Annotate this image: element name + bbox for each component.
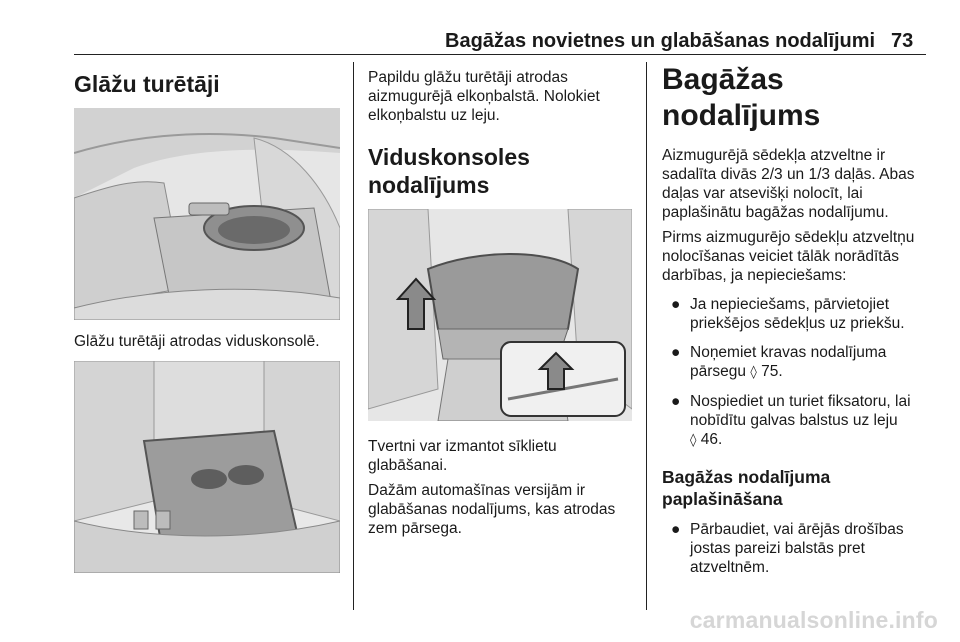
rear-seat-split-text: Aizmugurējā sēdekļa atzveltne ir sadalīta divās 2/3 un 1/3 daļās. Abas daļas var atsevišķi nolocīt, lai paplašinātu bagāžas nodalījumu. (662, 147, 915, 221)
page-ref-icon: ◊ (690, 433, 697, 448)
section-heading: Glāžu turētāji (74, 71, 220, 97)
before-folding-text: Pirms aizmugurējo sēdekļu atzveltņu nolocīšanas veiciet tālāk norādītās darbības, ja nepieciešams: (662, 229, 915, 284)
bullet-dot: ● (671, 393, 681, 410)
column-center-console (368, 62, 634, 538)
list-item: ● Nospiediet un turiet fiksatoru, lai nobīdītu galvas balstus uz leju ◊ 46. (671, 393, 911, 448)
front-cupholder-figure (74, 108, 340, 320)
section-heading: Bagāžas nodalījums (662, 63, 821, 132)
column-divider (646, 62, 647, 610)
running-header-title: Bagāžas novietnes un glabāšanas nodalījumi (445, 30, 876, 52)
rear-armrest-intro: Papildu glāžu turētāji atrodas aizmugurējā elkoņbalstā. Nolokiet elkoņbalstu uz leju. (368, 69, 600, 124)
preparation-list (662, 295, 928, 450)
header-rule (74, 54, 926, 55)
bullet-dot: ● (671, 521, 681, 538)
list-item: ● Pārbaudiet, vai ārējās drošības jostas pareizi balstās pret atzveltnēm. (671, 521, 904, 576)
column-load-compartment (662, 62, 928, 577)
page-ref-link[interactable]: 75. (761, 363, 783, 380)
section-heading: Viduskonsoles nodalījums (368, 144, 530, 198)
column-divider (353, 62, 354, 610)
list-item: ● Ja nepieciešams, pārvietojiet priekšējos sēdekļus uz priekšu. (671, 296, 905, 332)
bullet-dot: ● (671, 296, 681, 313)
hidden-compartment-text: Dažām automašīnas versijām ir glabāšanas nodalījums, kas atrodas zem pārsega. (368, 482, 616, 537)
subsection-heading: Bagāžas nodalījuma paplašināšana (662, 467, 831, 509)
extension-list (662, 520, 928, 577)
column-cup-holders (74, 62, 342, 573)
page-number: 73 (891, 30, 914, 52)
page-ref-link[interactable]: 46. (700, 431, 723, 448)
rear-armrest-cupholder-figure (74, 361, 340, 573)
watermark: carmanualsonline.info (689, 607, 938, 633)
list-item: ● Noņemiet kravas nodalījuma pārsegu ◊ 75. (671, 344, 887, 380)
center-console-figure (368, 209, 632, 421)
cup-holder-caption: Glāžu turētāji atrodas viduskonsolē. (74, 333, 320, 350)
page-ref-icon: ◊ (750, 365, 757, 380)
bin-storage-text: Tvertni var izmantot sīklietu glabāšanai. (368, 438, 557, 474)
bullet-dot: ● (671, 344, 681, 361)
